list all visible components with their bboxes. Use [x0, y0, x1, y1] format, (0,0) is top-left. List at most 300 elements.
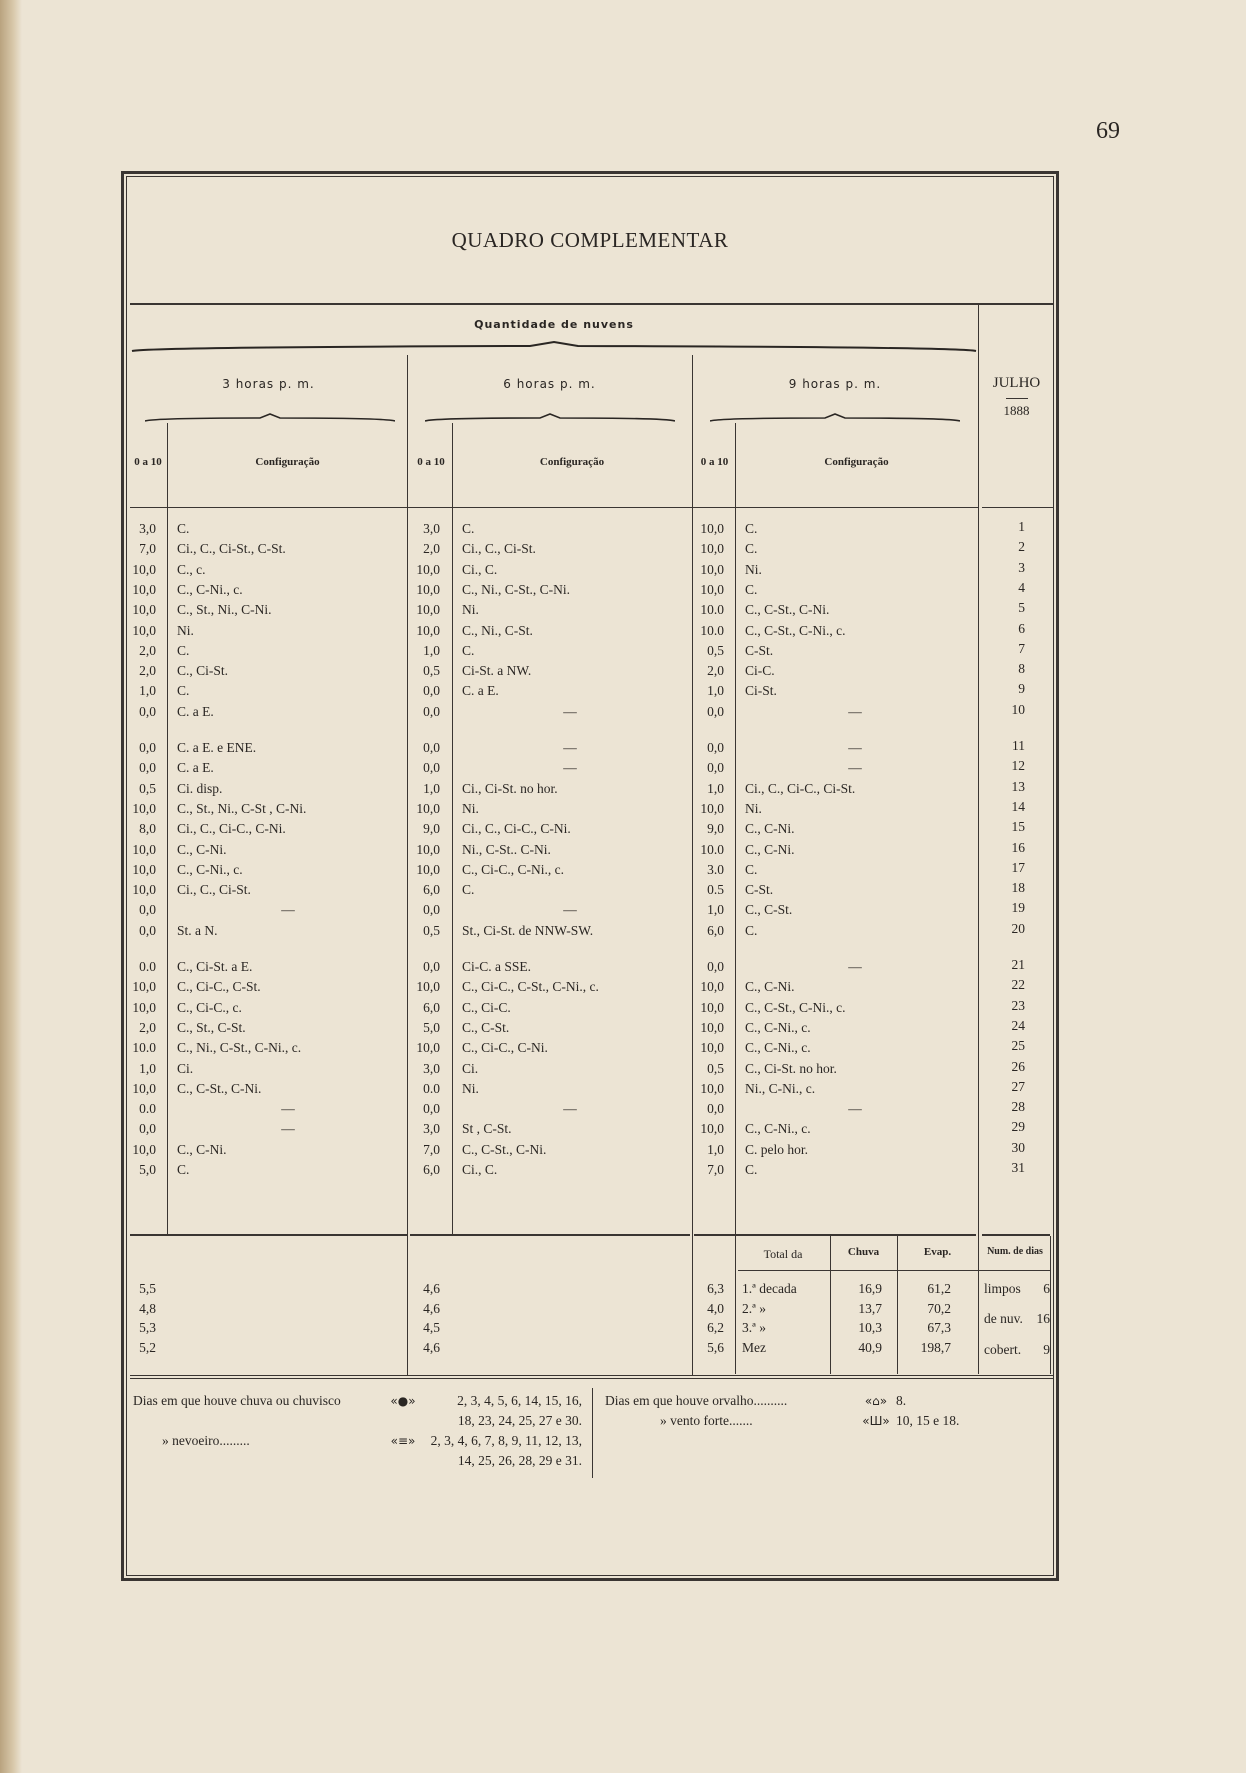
subheader-rule-month: [982, 507, 1054, 508]
day-number: 26: [1011, 1058, 1025, 1074]
config-9pm: Ni.: [745, 561, 762, 577]
amount-6pm: 7,0: [423, 1141, 440, 1157]
footer-label: Dias em que houve chuva ou chuvisco: [133, 1393, 341, 1408]
mean-9pm: 6,2: [707, 1320, 724, 1335]
config-3pm: C., Ci-C., C-St.: [177, 979, 261, 995]
config-6pm: C., Ci-C., C-Ni.: [462, 1040, 548, 1056]
amount-9pm: 0,0: [707, 760, 724, 776]
page-title: QUADRO COMPLEMENTAR: [451, 228, 729, 252]
config-9pm: C.: [745, 521, 758, 536]
amount-9pm: 1,0: [707, 683, 724, 699]
amount-9pm: 10,0: [700, 561, 724, 577]
amount-3pm: 10,0: [132, 622, 156, 638]
config-9pm: —: [848, 959, 862, 974]
config-9pm: C-St.: [745, 882, 774, 898]
config-3pm: St. a N.: [177, 922, 218, 938]
config-6pm: C. a E.: [462, 683, 499, 699]
mean-6pm: 4,5: [423, 1320, 440, 1335]
amount-3pm: 10,0: [132, 581, 156, 597]
day-number: 29: [1011, 1119, 1025, 1135]
period-3pm: 3 horas p. m.: [222, 377, 315, 391]
amount-9pm: 10.0: [700, 602, 724, 618]
config-6pm: St., Ci-St. de NNW-SW.: [462, 922, 594, 938]
config-6pm: Ci., C.: [462, 561, 498, 577]
amount-6pm: 10,0: [416, 979, 440, 995]
amount-6pm: 10,0: [416, 1040, 440, 1056]
amount-6pm: 5,0: [423, 1019, 440, 1035]
config-3pm: C., St., Ni., C-Ni.: [177, 602, 272, 618]
footer-days: 14, 25, 26, 28, 29 e 31.: [457, 1453, 582, 1468]
amount-6pm: 10,0: [416, 561, 440, 577]
amount-divider-3: [167, 423, 168, 1235]
summary-chuva: 10,3: [858, 1320, 882, 1335]
day-number: 2: [1018, 539, 1025, 555]
amount-6pm: 0,0: [423, 1101, 440, 1117]
footer-label: » vento forte.......: [660, 1413, 753, 1428]
day-number: 23: [1011, 997, 1025, 1013]
amount-9pm: 10,0: [700, 1019, 724, 1035]
config-9pm: C., C-Ni., c.: [745, 1040, 811, 1056]
day-number: 5: [1018, 600, 1025, 616]
day-number: 25: [1011, 1038, 1025, 1054]
amount-6pm: 6,0: [423, 882, 440, 898]
config-9pm: Ni.: [745, 800, 762, 816]
day-number: 31: [1011, 1160, 1025, 1175]
amount-6pm: 0,0: [423, 959, 440, 974]
amount-6pm: 10,0: [416, 800, 440, 816]
config-6pm: Ci., C., Ci-St.: [462, 541, 536, 557]
config-3pm: C., C-Ni.: [177, 841, 227, 857]
config-9pm: C., C-St., C-Ni.: [745, 602, 830, 618]
day-number: 18: [1011, 880, 1025, 896]
summary-chuva: 16,9: [858, 1281, 882, 1296]
period-brace-9pm: [710, 413, 960, 423]
weather-symbol-icon: «⌂»: [864, 1394, 888, 1408]
day-number: 7: [1018, 640, 1025, 656]
amount-6pm: 0,0: [423, 760, 440, 776]
config-3pm: C. a E.: [177, 760, 214, 776]
summary-rule-6: [410, 1234, 690, 1236]
config-9pm: C., C-St., C-Ni., c.: [745, 622, 846, 638]
summary-chuva-head: Chuva: [847, 1246, 880, 1258]
dias-label: limpos: [984, 1281, 1021, 1296]
config-3pm: C. a E.: [177, 703, 214, 719]
amount-6pm: 1,0: [423, 780, 440, 796]
col-config-6: Configuração: [539, 456, 605, 468]
amount-6pm: 3,0: [423, 521, 440, 536]
config-9pm: C., C-Ni., c.: [745, 1121, 811, 1137]
amount-9pm: 10,0: [700, 1080, 724, 1096]
amount-6pm: 0,0: [423, 740, 440, 755]
amount-3pm: 2,0: [139, 663, 156, 679]
amount-3pm: 10,0: [132, 602, 156, 618]
day-number: 22: [1011, 977, 1025, 993]
mean-3pm: 5,2: [139, 1339, 156, 1355]
config-6pm: —: [563, 1101, 577, 1117]
footer-days: 2, 3, 4, 5, 6, 14, 15, 16,: [457, 1393, 582, 1408]
config-9pm: C.: [745, 541, 758, 557]
config-6pm: —: [563, 740, 577, 755]
amount-3pm: 2,0: [139, 642, 156, 658]
config-3pm: —: [281, 1101, 295, 1117]
config-3pm: C., Ni., C-St., C-Ni., c.: [177, 1040, 302, 1056]
day-number: 24: [1011, 1017, 1025, 1033]
col-amount-9: 0 a 10: [700, 456, 729, 468]
page-number: 69: [1096, 118, 1120, 144]
config-3pm: C.: [177, 521, 190, 536]
summary-rule-3: [130, 1234, 407, 1236]
amount-6pm: 0,0: [423, 902, 440, 918]
amount-3pm: 0,0: [139, 740, 156, 755]
summary-dias-head: Num. de dias: [987, 1246, 1043, 1257]
mean-6pm: 4,6: [423, 1339, 440, 1355]
amount-3pm: 10,0: [132, 882, 156, 898]
config-6pm: C.: [462, 882, 475, 898]
config-9pm: C., Ci-St. no hor.: [745, 1060, 837, 1076]
amount-3pm: 1,0: [139, 683, 156, 699]
amount-9pm: 0,0: [707, 1101, 724, 1117]
subheader-rule: [130, 507, 978, 508]
day-number: 30: [1011, 1139, 1025, 1155]
day-number: 11: [1012, 738, 1025, 753]
footer-label: Dias em que houve orvalho..........: [605, 1393, 788, 1408]
day-number: 17: [1011, 859, 1025, 875]
day-number: 10: [1011, 701, 1025, 717]
config-6pm: C.: [462, 521, 475, 536]
amount-3pm: 0,0: [139, 902, 156, 918]
amount-3pm: 5,0: [139, 1162, 156, 1177]
day-number: 16: [1011, 839, 1025, 855]
config-6pm: Ci., C., Ci-C., C-Ni.: [462, 821, 571, 837]
mean-6pm: 4,6: [423, 1281, 440, 1296]
summary-evap-head: Evap.: [923, 1246, 952, 1258]
config-6pm: Ci., C.: [462, 1162, 498, 1177]
amount-6pm: 6,0: [423, 999, 440, 1015]
amount-6pm: 6,0: [423, 1162, 440, 1177]
config-3pm: —: [281, 1121, 295, 1137]
config-9pm: C.: [745, 581, 758, 597]
footer-label: » nevoeiro.........: [162, 1433, 250, 1448]
amount-6pm: 0,0: [423, 683, 440, 699]
amount-9pm: 0,5: [707, 1060, 724, 1076]
amount-3pm: 10,0: [132, 561, 156, 577]
mean-9pm: 6,3: [707, 1281, 724, 1296]
amount-9pm: 6,0: [707, 922, 724, 938]
config-9pm: C.: [745, 1162, 758, 1177]
config-3pm: —: [281, 902, 295, 918]
config-3pm: Ci., C., Ci-St., C-St.: [177, 541, 286, 557]
summary-rule-9: [694, 1234, 976, 1236]
config-9pm: Ci-St.: [745, 683, 777, 699]
config-9pm: Ci-C.: [745, 663, 775, 679]
config-3pm: C., C-Ni., c.: [177, 861, 243, 877]
month-label: JULHO: [992, 375, 1041, 391]
config-9pm: Ci., C., Ci-C., Ci-St.: [745, 780, 856, 796]
amount-3pm: 10,0: [132, 800, 156, 816]
group-brace: [130, 341, 978, 355]
summary-evap: 67,3: [927, 1320, 951, 1335]
config-9pm: C., C-Ni.: [745, 841, 795, 857]
config-3pm: C., C-St., C-Ni.: [177, 1080, 262, 1096]
period-9pm: 9 horas p. m.: [788, 377, 882, 391]
amount-6pm: 3,0: [423, 1060, 440, 1076]
day-number: 27: [1011, 1078, 1025, 1094]
footer-days: 10, 15 e 18.: [896, 1413, 960, 1428]
config-9pm: C.: [745, 922, 758, 938]
amount-9pm: 10,0: [700, 979, 724, 995]
config-6pm: Ci.: [462, 1060, 479, 1076]
amount-divider-9: [735, 423, 736, 1235]
summary-period: 3.ª »: [742, 1320, 766, 1335]
amount-6pm: 10,0: [416, 841, 440, 857]
config-6pm: Ni.: [462, 602, 479, 618]
config-6pm: C., C-St.: [462, 1019, 510, 1035]
amount-3pm: 0,0: [139, 922, 156, 938]
config-9pm: C. pelo hor.: [745, 1141, 808, 1157]
amount-3pm: 0,0: [139, 760, 156, 776]
config-3pm: Ci., C., Ci-St.: [177, 882, 251, 898]
amount-6pm: 10,0: [416, 861, 440, 877]
config-3pm: C., St., Ni., C-St , C-Ni.: [177, 800, 307, 816]
day-number: 9: [1018, 681, 1025, 697]
config-6pm: Ni.: [462, 1080, 479, 1096]
day-number: 3: [1018, 559, 1025, 575]
period-6pm: 6 horas p. m.: [503, 377, 596, 391]
mean-9pm: 5,6: [707, 1339, 724, 1355]
config-9pm: C., C-St.: [745, 902, 793, 918]
weather-symbol-icon: «●»: [390, 1394, 416, 1408]
amount-9pm: 10,0: [700, 800, 724, 816]
config-9pm: C., C-Ni., c.: [745, 1019, 811, 1035]
weather-symbol-icon: «≡»: [390, 1434, 416, 1448]
config-3pm: Ni.: [177, 622, 194, 638]
config-9pm: C.: [745, 861, 758, 877]
amount-9pm: 3.0: [707, 861, 724, 877]
dias-label: de nuv.: [984, 1311, 1023, 1326]
period-brace-3pm: [145, 413, 395, 423]
config-9pm: C-St.: [745, 642, 774, 658]
amount-9pm: 10,0: [700, 581, 724, 597]
amount-6pm: 10,0: [416, 581, 440, 597]
config-6pm: C., Ni., C-St.: [462, 622, 533, 638]
period-brace-6pm: [425, 413, 675, 423]
day-number: 14: [1011, 798, 1025, 814]
config-6pm: —: [563, 902, 577, 918]
amount-9pm: 1,0: [707, 780, 724, 796]
amount-3pm: 10.0: [132, 1040, 156, 1056]
amount-3pm: 10,0: [132, 979, 156, 995]
amount-9pm: 10,0: [700, 1040, 724, 1056]
amount-9pm: 10.0: [700, 622, 724, 638]
config-3pm: C., Ci-C., c.: [177, 999, 242, 1015]
weather-symbol-icon: «Ш»: [862, 1414, 890, 1428]
dias-value: 9: [1043, 1342, 1050, 1357]
amount-6pm: 2,0: [423, 541, 440, 557]
day-number: 12: [1011, 758, 1025, 774]
config-3pm: C., C-Ni.: [177, 1141, 227, 1157]
config-6pm: C.: [462, 642, 475, 658]
amount-9pm: 1,0: [707, 1141, 724, 1157]
amount-9pm: 0.5: [707, 882, 724, 898]
config-6pm: C., Ci-C.: [462, 999, 511, 1015]
summary-evap: 198,7: [920, 1339, 951, 1355]
col-config-9: Configuração: [824, 456, 889, 468]
amount-9pm: 0,0: [707, 703, 724, 719]
config-3pm: C.: [177, 1162, 190, 1177]
amount-3pm: 10,0: [132, 1141, 156, 1157]
day-number: 6: [1018, 620, 1025, 636]
amount-3pm: 0,0: [139, 1121, 156, 1137]
config-9pm: C., C-Ni.: [745, 979, 795, 995]
config-6pm: —: [563, 760, 577, 776]
amount-6pm: 0.0: [423, 1080, 440, 1096]
amount-3pm: 0,5: [139, 780, 156, 796]
summary-chuva: 13,7: [858, 1300, 882, 1316]
amount-divider-6: [452, 423, 453, 1235]
day-number: 19: [1011, 900, 1025, 916]
amount-9pm: 1,0: [707, 902, 724, 918]
amount-9pm: 7,0: [707, 1162, 724, 1177]
config-6pm: C., Ci-C., C-Ni., c.: [462, 861, 565, 877]
config-9pm: —: [848, 740, 862, 755]
config-9pm: Ni., C-Ni., c.: [745, 1080, 816, 1096]
footer-days: 18, 23, 24, 25, 27 e 30.: [457, 1413, 582, 1428]
config-6pm: C., Ci-C., C-St., C-Ni., c.: [462, 979, 599, 995]
config-6pm: Ni., C-St.. C-Ni.: [462, 841, 551, 857]
amount-6pm: 0,0: [423, 703, 440, 719]
day-number: 21: [1011, 957, 1025, 972]
day-number: 28: [1011, 1099, 1025, 1115]
amount-3pm: 10,0: [132, 841, 156, 857]
amount-3pm: 2,0: [139, 1019, 156, 1035]
amount-6pm: 9,0: [423, 821, 440, 837]
mean-3pm: 4,8: [139, 1300, 156, 1316]
config-3pm: C., Ci-St.: [177, 663, 229, 679]
config-6pm: Ni.: [462, 800, 479, 816]
summary-evap: 70,2: [927, 1300, 951, 1316]
summary-head-rule: [738, 1270, 1050, 1271]
amount-9pm: 9,0: [707, 821, 724, 837]
summary-chuva: 40,9: [858, 1339, 882, 1355]
amount-3pm: 10,0: [132, 861, 156, 877]
dias-value: 6: [1043, 1281, 1050, 1296]
config-9pm: —: [848, 760, 862, 776]
config-3pm: C., C-Ni., c.: [177, 581, 243, 597]
config-6pm: Ci-C. a SSE.: [462, 959, 532, 974]
footer-divider: [592, 1388, 593, 1478]
title-rule: [130, 303, 1054, 305]
amount-9pm: 10,0: [700, 541, 724, 557]
footer-rule-2: [130, 1378, 1054, 1379]
config-3pm: C.: [177, 642, 190, 658]
day-number: 15: [1011, 819, 1025, 835]
month-underline: [1006, 398, 1028, 399]
amount-3pm: 0,0: [139, 703, 156, 719]
summary-divider-3: [735, 1236, 736, 1374]
amount-9pm: 10.0: [700, 841, 724, 857]
config-3pm: C. a E. e ENE.: [177, 740, 257, 755]
dias-label: cobert.: [984, 1342, 1022, 1357]
day-number: 13: [1011, 778, 1025, 794]
amount-3pm: 8,0: [139, 821, 156, 837]
config-3pm: C.: [177, 683, 190, 699]
day-number: 20: [1011, 920, 1025, 936]
config-6pm: Ci., Ci-St. no hor.: [462, 780, 558, 796]
config-3pm: Ci. disp.: [177, 780, 223, 796]
amount-3pm: 1,0: [139, 1060, 156, 1076]
amount-9pm: 10,0: [700, 521, 724, 536]
summary-period: 1.ª decada: [742, 1281, 797, 1296]
config-3pm: C., St., C-St.: [177, 1019, 246, 1035]
config-6pm: Ci-St. a NW.: [462, 663, 532, 679]
group-header: Quantidade de nuvens: [474, 318, 634, 331]
amount-3pm: 0.0: [139, 959, 156, 974]
config-6pm: C., C-St., C-Ni.: [462, 1141, 547, 1157]
day-number: 4: [1018, 579, 1025, 595]
col-config-3: Configuração: [255, 456, 320, 468]
day-number: 8: [1018, 661, 1025, 677]
amount-6pm: 0,5: [423, 922, 440, 938]
day-number: 1: [1018, 519, 1025, 534]
summary-total-head: Total da: [763, 1247, 803, 1261]
amount-9pm: 0,0: [707, 959, 724, 974]
amount-6pm: 0,5: [423, 663, 440, 679]
year-label: 1888: [1003, 403, 1030, 418]
summary-period: Mez: [742, 1339, 766, 1355]
amount-9pm: 0,5: [707, 642, 724, 658]
config-9pm: C., C-Ni.: [745, 821, 795, 837]
footer-days: 2, 3, 4, 6, 7, 8, 9, 11, 12, 13,: [430, 1433, 582, 1448]
mean-3pm: 5,3: [139, 1320, 156, 1335]
amount-3pm: 10,0: [132, 999, 156, 1015]
amount-9pm: 10,0: [700, 999, 724, 1015]
amount-9pm: 10,0: [700, 1121, 724, 1137]
config-3pm: C., c.: [177, 561, 206, 577]
config-6pm: C., Ni., C-St., C-Ni.: [462, 581, 571, 597]
config-9pm: —: [848, 1101, 862, 1117]
mean-3pm: 5,5: [139, 1281, 156, 1296]
mean-9pm: 4,0: [707, 1300, 724, 1316]
amount-6pm: 10,0: [416, 622, 440, 638]
config-9pm: —: [848, 703, 862, 719]
amount-3pm: 10,0: [132, 1080, 156, 1096]
amount-9pm: 0,0: [707, 740, 724, 755]
summary-period: 2.ª »: [742, 1300, 766, 1316]
col-amount-6: 0 a 10: [417, 456, 445, 468]
config-6pm: St , C-St.: [462, 1121, 512, 1137]
amount-6pm: 3,0: [423, 1121, 440, 1137]
summary-rule-month: [982, 1234, 1050, 1236]
amount-6pm: 1,0: [423, 642, 440, 658]
page-binding-edge: [0, 0, 22, 1773]
footer-rule: [130, 1375, 1054, 1376]
mean-6pm: 4,6: [423, 1300, 440, 1316]
summary-evap: 61,2: [927, 1281, 951, 1296]
config-3pm: C., Ci-St. a E.: [177, 959, 253, 974]
amount-9pm: 2,0: [707, 663, 724, 679]
config-3pm: Ci., C., Ci-C., C-Ni.: [177, 821, 286, 837]
amount-3pm: 3,0: [139, 521, 156, 536]
month-column-divider: [978, 305, 979, 1240]
amount-6pm: 10,0: [416, 602, 440, 618]
col-amount-3: 0 a 10: [134, 456, 162, 468]
config-6pm: —: [563, 703, 577, 719]
config-9pm: C., C-St., C-Ni., c.: [745, 999, 846, 1015]
footer-days: 8.: [896, 1393, 907, 1408]
config-3pm: Ci.: [177, 1060, 194, 1076]
dias-value: 16: [1036, 1311, 1050, 1326]
amount-3pm: 7,0: [139, 541, 156, 557]
